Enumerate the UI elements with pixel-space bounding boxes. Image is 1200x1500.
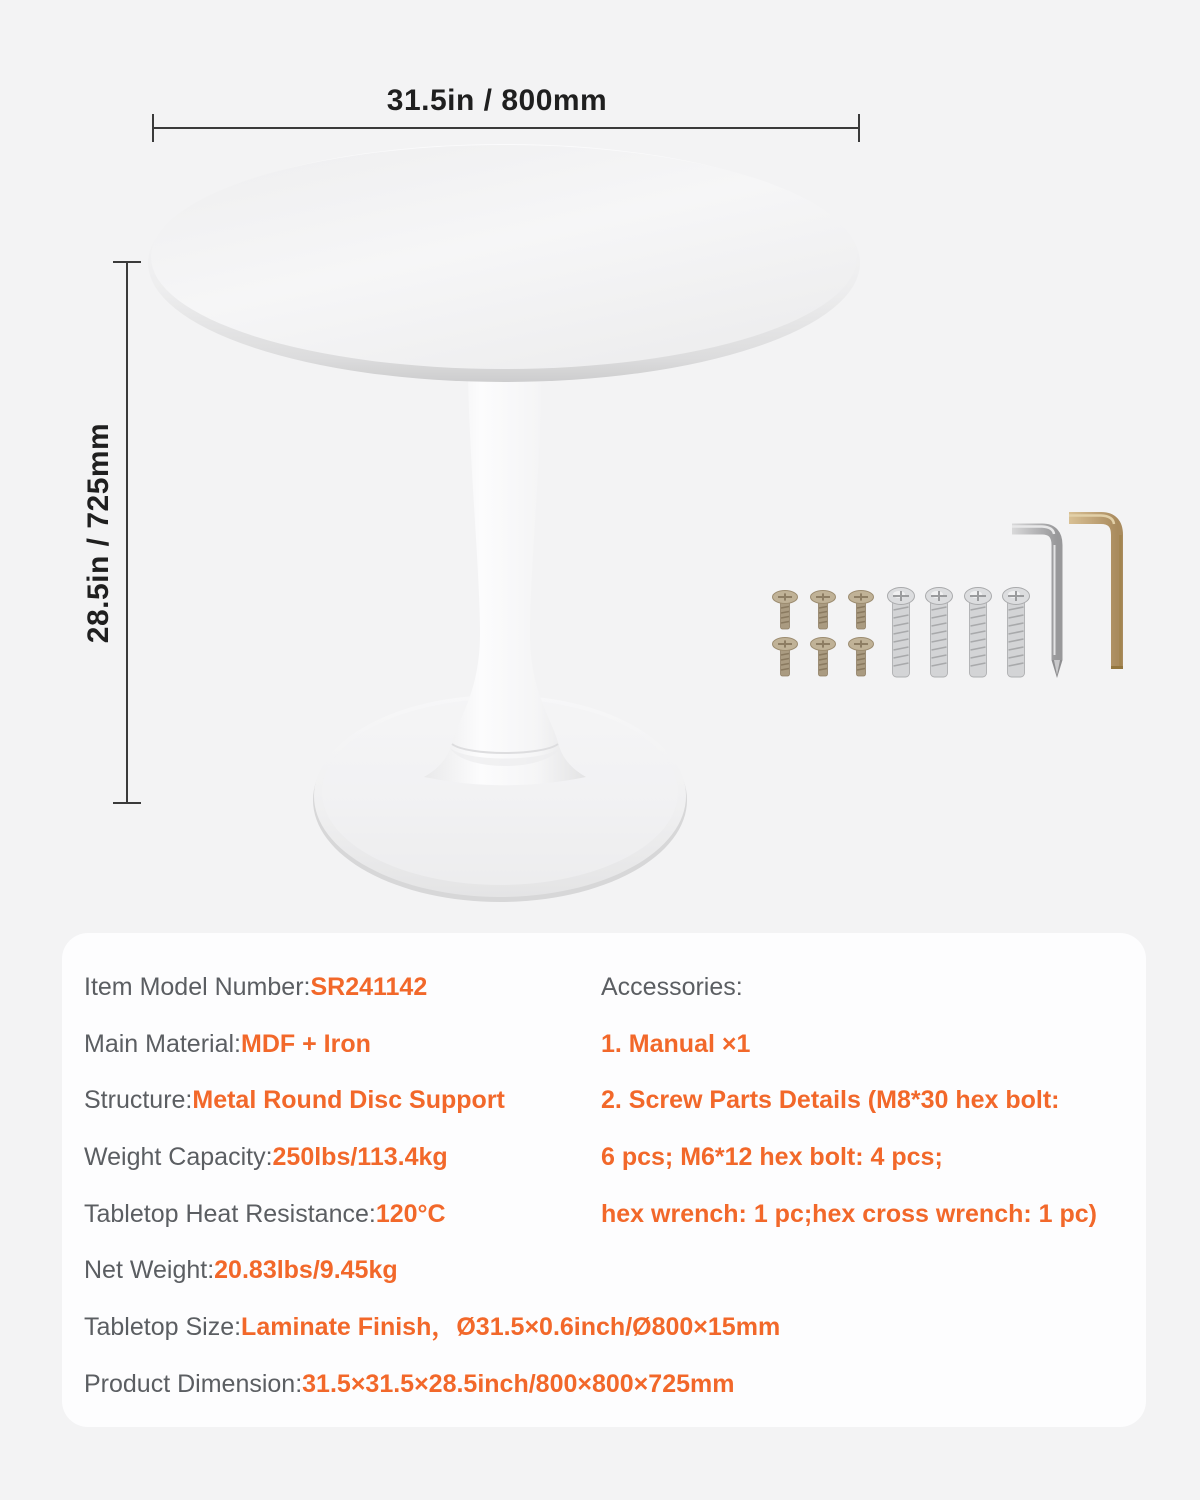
spec-value: Metal Round Disc Support — [192, 1086, 505, 1114]
spec-row-net-weight — [84, 1254, 398, 1287]
spec-row-accessory-wrenches — [601, 1198, 1097, 1231]
spec-value: 1. Manual ×1 — [601, 1030, 751, 1058]
spec-value: 6 pcs; M6*12 hex bolt: 4 pcs; — [601, 1143, 943, 1171]
spec-row-accessory-manual — [601, 1028, 750, 1061]
spec-label: Tabletop Heat Resistance: — [84, 1200, 376, 1228]
spec-label: Item Model Number: — [84, 973, 311, 1001]
spec-value: SR241142 — [310, 973, 428, 1001]
spec-row-product-dimension — [84, 1368, 734, 1401]
spec-row-tabletop-size — [84, 1311, 780, 1344]
spec-value: 250lbs/113.4kg — [272, 1143, 448, 1171]
spec-label: Weight Capacity: — [84, 1143, 273, 1171]
spec-row-accessory-screw-details — [601, 1084, 1060, 1117]
spec-label: Structure: — [84, 1086, 193, 1114]
hex-bolts-illustration — [888, 588, 1030, 678]
spec-label: Tabletop Size: — [84, 1313, 242, 1341]
spec-value: 31.5×31.5×28.5inch/800×800×725mm — [302, 1370, 735, 1398]
spec-value: MDF + Iron — [241, 1030, 371, 1058]
spec-value: hex wrench: 1 pc;hex cross wrench: 1 pc) — [601, 1200, 1097, 1228]
hex-wrench-illustration — [1069, 516, 1123, 670]
width-dimension-line — [153, 114, 859, 142]
height-dimension-line — [113, 262, 141, 803]
spec-row-main-material — [84, 1028, 371, 1061]
spec-row-accessory-bolt-counts — [601, 1141, 943, 1174]
spec-value: 120°C — [375, 1200, 446, 1228]
spec-panel — [62, 933, 1146, 1427]
spec-value: 20.83lbs/9.45kg — [214, 1256, 398, 1284]
spec-label: Accessories: — [601, 973, 743, 1001]
spec-row-weight-capacity — [84, 1141, 448, 1174]
height-dimension-label: 28.5in / 725mm — [82, 422, 115, 644]
spec-label: Product Dimension: — [84, 1370, 303, 1398]
width-dimension-label: 31.5in / 800mm — [386, 84, 608, 117]
spec-row-item-model-number — [84, 971, 427, 1004]
spec-label: Net Weight: — [84, 1256, 215, 1284]
spec-label: Main Material: — [84, 1030, 241, 1058]
spec-value: Laminate Finish，Ø31.5×0.6inch/Ø800×15mm — [241, 1313, 781, 1341]
spec-row-structure — [84, 1084, 505, 1117]
spec-row-accessories-title — [601, 971, 743, 1004]
table-top — [148, 144, 860, 382]
flat-head-screws-illustration — [773, 591, 874, 677]
spec-value: 2. Screw Parts Details (M8*30 hex bolt: — [601, 1086, 1060, 1114]
spec-row-heat-resistance — [84, 1198, 446, 1231]
